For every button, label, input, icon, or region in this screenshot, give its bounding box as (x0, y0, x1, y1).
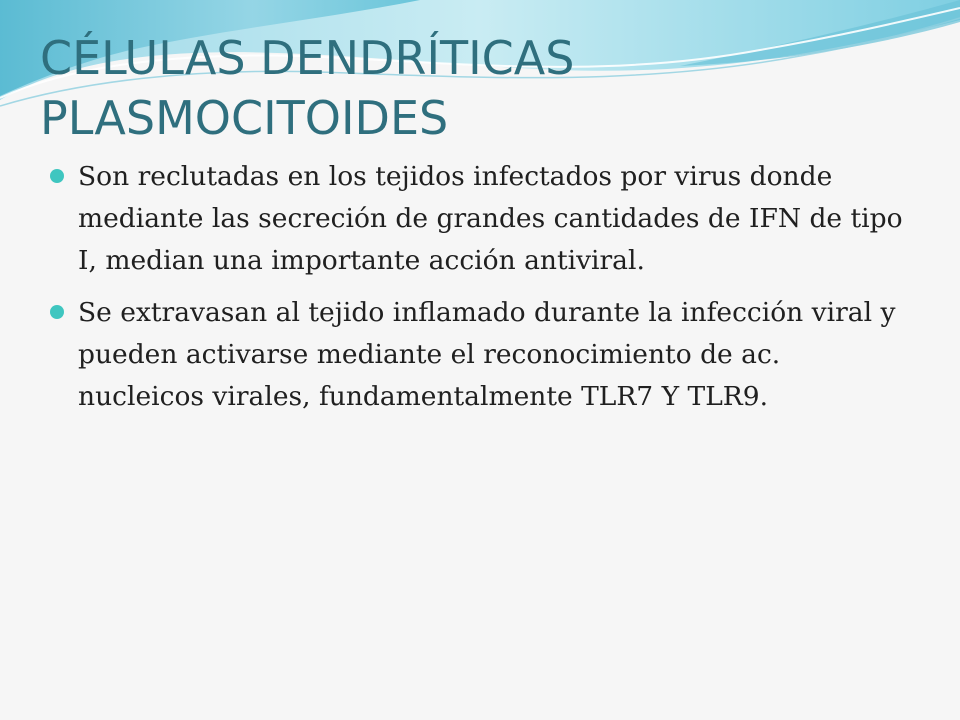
bullet-list (48, 156, 908, 428)
bullet-icon (50, 305, 64, 319)
list-item (48, 156, 908, 282)
bullet-icon (50, 169, 64, 183)
slide-title: CÉLULAS DENDRÍTICAS PLASMOCITOIDES (40, 31, 575, 145)
bullet-text: Son reclutadas en los tejidos infectados por virus donde mediante las secreción de grandes cantidades de IFN de tipo I, median una importante acción antiviral. (78, 161, 903, 276)
list-item (48, 292, 908, 418)
bullet-text: Se extravasan al tejido inflamado durante la infección viral y pueden activarse mediante el reconocimiento de ac. nucleicos virales, fundamentalmente TLR7 Y TLR9. (78, 297, 896, 412)
